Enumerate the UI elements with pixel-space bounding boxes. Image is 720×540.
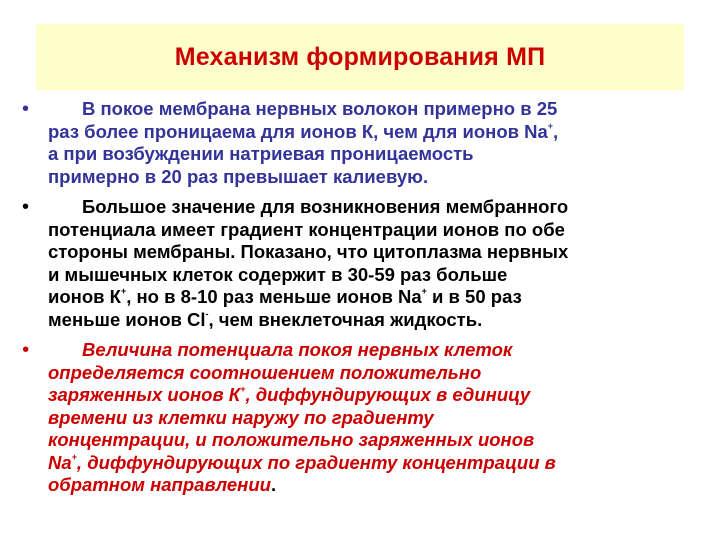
- bullet-1-line-2-tail: ,: [553, 120, 559, 142]
- bullet-3-line-6b: , диффундирующих по градиенту концентрации в: [76, 451, 556, 473]
- bullet-2-line-6a: меньше ионов Cl: [48, 308, 206, 330]
- bullet-1-line-2: раз более проницаема для ионов К, чем для ионов Na: [48, 120, 548, 142]
- bullet-text-3: [48, 339, 702, 497]
- bullet-text-2: [48, 196, 702, 331]
- bullet-3-line-7: обратном направлении: [48, 474, 271, 495]
- bullet-2-line-2: потенциала имеет градиент концентрации ионов по обе: [48, 218, 565, 240]
- bullet-list: [22, 98, 702, 505]
- bullet-marker: •: [22, 339, 30, 361]
- end-period: .: [270, 474, 277, 495]
- superscript-plus: +: [120, 286, 127, 296]
- bullet-1-line-3: а при возбуждении натриевая проницаемость: [48, 143, 474, 164]
- bullet-2-line-6b: , чем внеклеточная жидкость.: [208, 308, 483, 330]
- slide-title: Механизм формирования МП: [174, 42, 546, 71]
- bullet-2-line-5c: и в 50 раз: [426, 286, 522, 307]
- superscript-minus: -: [205, 308, 209, 319]
- superscript-plus: +: [547, 120, 554, 131]
- bullet-3-line-6a: Na: [48, 451, 72, 473]
- superscript-plus: +: [71, 451, 77, 462]
- bullet-marker: •: [22, 196, 30, 218]
- bullet-1-line-1: В покое мембрана нервных волокон примерно в 25: [82, 98, 558, 119]
- bullet-2-line-3: стороны мембраны. Показано, что цитоплазма нервных: [48, 241, 569, 262]
- bullet-item-3: [22, 339, 702, 497]
- bullet-2-line-5a: ионов К: [48, 286, 121, 307]
- title-band: [36, 24, 684, 90]
- bullet-2-line-1: Большое значение для возникновения мембранного: [82, 196, 569, 217]
- bullet-text-1: [48, 98, 702, 188]
- bullet-item-2: [22, 196, 702, 331]
- bullet-3-line-4: времени из клетки наружу по градиенту: [48, 406, 434, 428]
- superscript-plus: +: [421, 286, 427, 296]
- bullet-1-line-4: примерно в 20 раз превышает калиевую.: [48, 165, 429, 187]
- bullet-3-line-1: Величина потенциала покоя нервных клеток: [82, 339, 513, 360]
- bullet-2-line-4: и мышечных клеток содержит в 30-59 раз больше: [48, 263, 508, 285]
- bullet-3-line-5: концентрации, и положительно заряженных ионов: [48, 429, 535, 450]
- bullet-2-line-5b: , но в 8-10 раз меньше ионов Na: [126, 286, 422, 307]
- bullet-3-line-3a: заряженных ионов К: [48, 384, 241, 405]
- bullet-3-line-3b: , диффундирующих в единицу: [245, 384, 531, 405]
- bullet-3-line-2: определяется соотношением положительно: [48, 361, 482, 383]
- bullet-item-1: [22, 98, 702, 188]
- superscript-plus: +: [240, 384, 246, 394]
- bullet-marker: •: [22, 98, 30, 120]
